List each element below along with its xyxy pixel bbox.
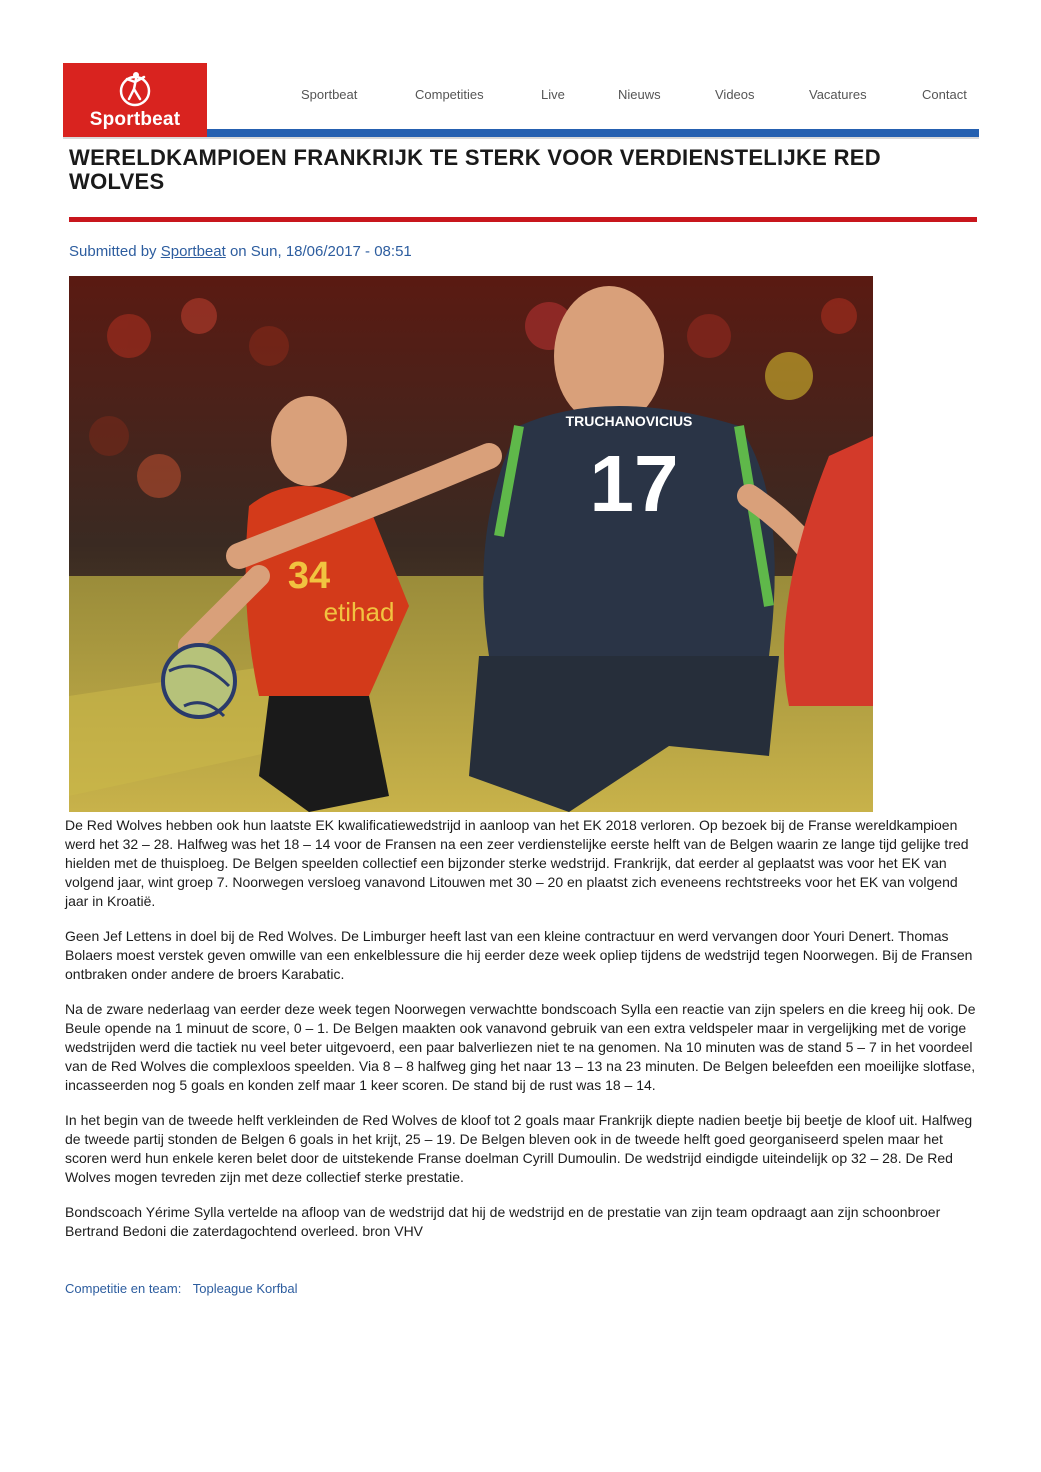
svg-text:etihad: etihad bbox=[323, 597, 395, 627]
article-paragraph: Bondscoach Yérime Sylla vertelde na afloop van de wedstrijd dat hij de wedstrijd en de prestatie van zijn team opdraagt aan zijn schoonbroer Bertrand Bedoni die zaterdagochtend overleed. bron VHV bbox=[65, 1204, 941, 1239]
article-paragraph: De Red Wolves hebben ook hun laatste EK kwalificatiewedstrijd in aanloop van het EK 2018 verloren. Op bezoek bij de Franse wereldkampioen werd het 32 – 28. Halfweg was het 18 – 14 voor de Fransen na een zeer verdienstelijke eerste helft van de Belgen waarin ze lange tijd gelijke tred hielden met de thuisploeg. De Belgen speelden collectief een bijzonder sterke wedstrijd. Frankrijk, dat eerder al geplaatst was voor het EK van volgend jaar, wint groep 7. Noorwegen versloeg vanavond Litouwen met 30 – 20 en plaatst zich eveneens rechtstreeks voor het EK van volgend jaar in Kroatië. bbox=[65, 817, 969, 909]
svg-text:34: 34 bbox=[287, 555, 331, 597]
title-rule bbox=[69, 217, 977, 222]
nav-item-nieuws[interactable]: Nieuws bbox=[618, 87, 661, 102]
nav-item-sportbeat[interactable]: Sportbeat bbox=[301, 87, 358, 102]
article-title: WERELDKAMPIOEN FRANKRIJK TE STERK VOOR VERDIENSTELIJKE RED WOLVES bbox=[69, 145, 881, 194]
article-paragraph: Na de zware nederlaag van eerder deze week tegen Noorwegen verwachtte bondscoach Sylla een reactie van zijn spelers en die kreeg hij ook. De Beule opende na 1 minuut de score, 0 – 1. De Belgen maakten ook vanavond gebruik van een extra veldspeler maar in vergelijking met de vorige wedstrijden werd die tactiek nu veel beter uitgevoerd, een paar balverliezen niet te na genomen. Na 10 minuten was de stand 5 – 7 in het voordeel van de Red Wolves die complexloos speelden. Via 8 – 8 halfweg ging het naar 13 – 13 na 23 minuten. De Belgen beleefden een moeilijke slotfase, incasseerden nog 5 goals en konden zelf maar 1 keer scoren. De stand bij de rust was 18 – 14. bbox=[65, 1001, 976, 1093]
nav-item-vacatures[interactable]: Vacatures bbox=[809, 87, 867, 102]
tag-link[interactable]: Topleague Korfbal bbox=[192, 1281, 298, 1296]
article-paragraph: Geen Jef Lettens in doel bij de Red Wolves. De Limburger heeft last van een kleine contractuur en werd vervangen door Youri Denert. Thomas Bolaers moest verstek geven omwille van een enkelblessure die hij eerder deze week opliep tijdens de wedstrijd tegen Noorwegen. Bij de Fransen ontbraken onder andere de broers Karabatic. bbox=[65, 928, 973, 982]
nav-item-competities[interactable]: Competities bbox=[415, 87, 484, 102]
article-body bbox=[65, 816, 977, 1257]
article-tags bbox=[65, 1281, 298, 1296]
header-divider bbox=[63, 137, 979, 139]
publish-date: on Sun, 18/06/2017 - 08:51 bbox=[229, 243, 412, 260]
tags-label: Competitie en team: bbox=[65, 1281, 182, 1296]
article-photo bbox=[69, 276, 873, 812]
nav-item-videos[interactable]: Videos bbox=[715, 87, 755, 102]
submitted-prefix: Submitted by bbox=[69, 243, 157, 260]
author-link[interactable]: Sportbeat bbox=[160, 243, 226, 260]
main-navigation bbox=[0, 87, 1041, 107]
svg-text:17: 17 bbox=[589, 439, 679, 528]
nav-item-contact[interactable]: Contact bbox=[922, 87, 967, 102]
logo-wordmark: Sportbeat bbox=[89, 109, 181, 130]
handball-photo-illustration bbox=[69, 276, 873, 812]
article-meta bbox=[69, 243, 412, 260]
svg-text:TRUCHANOVICIUS: TRUCHANOVICIUS bbox=[565, 413, 693, 429]
nav-item-live[interactable]: Live bbox=[541, 87, 565, 102]
article-paragraph: In het begin van de tweede helft verkleinden de Red Wolves de kloof tot 2 goals maar Frankrijk diepte nadien beetje bij beetje de kloof uit. Halfweg de tweede partij stonden de Belgen 6 goals in het krijt, 25 – 19. De Belgen bleven ook in de tweede helft goed georganiseerd spelen maar het scoren werd hun enkele keren belet door de uitstekende Franse doelman Cyrill Dumoulin. De wedstrijd eindigde uiteindelijk op 32 – 28. De Red Wolves mogen tevreden zijn met deze collectief sterke prestatie. bbox=[65, 1112, 973, 1185]
